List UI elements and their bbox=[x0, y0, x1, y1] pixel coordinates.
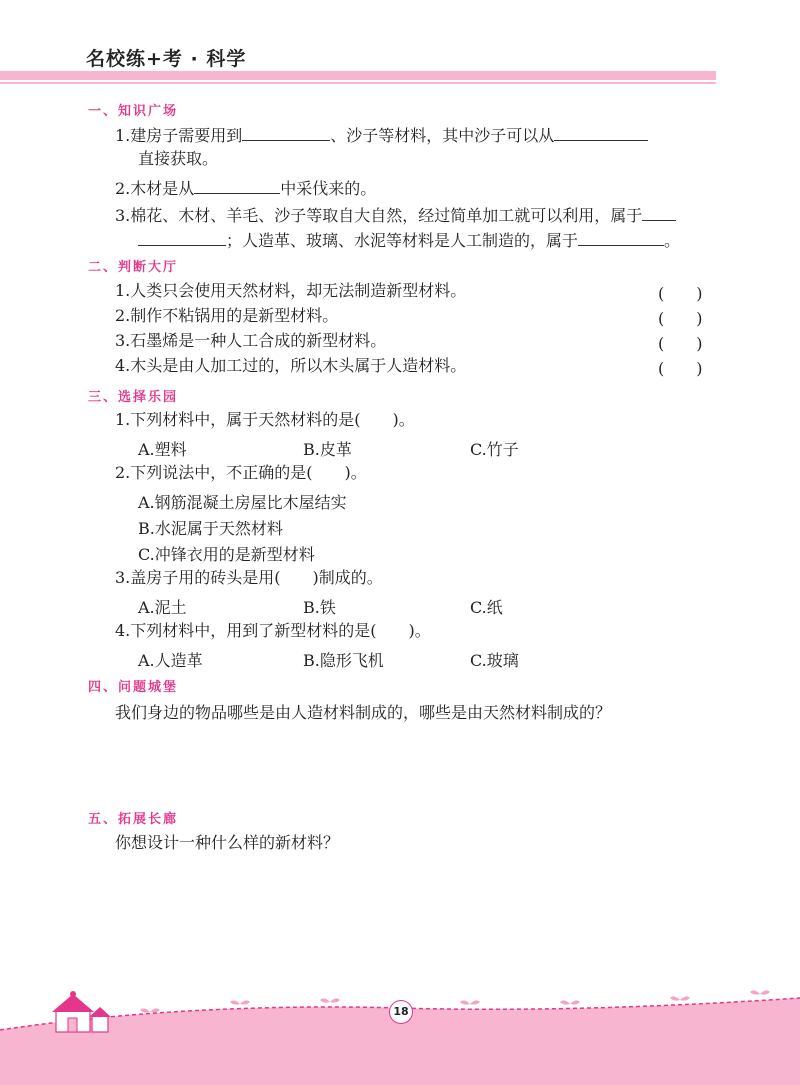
question-1-3: 3.棉花、木材、羊毛、沙子等取自大自然，经过简单加工就可以利用，属于 bbox=[115, 204, 676, 226]
choice-stem: 4.下列材料中，用到了新型材料的是( )。 bbox=[115, 621, 431, 640]
choice-option[interactable]: B.隐形飞机 bbox=[303, 651, 384, 670]
question-1-1-cont: 直接获取。 bbox=[138, 149, 219, 168]
answer-blank[interactable] bbox=[554, 124, 648, 141]
choice-option[interactable]: C.纸 bbox=[470, 598, 503, 617]
choice-stem: 2.下列说法中，不正确的是( )。 bbox=[115, 463, 367, 482]
header-band bbox=[0, 71, 716, 80]
answer-paren[interactable]: ( ) bbox=[658, 334, 703, 353]
judgment-item: 2.制作不粘锅用的是新型材料。 bbox=[115, 306, 339, 325]
section-title-choice: 三、选择乐园 bbox=[88, 390, 179, 405]
answer-blank[interactable] bbox=[578, 229, 664, 246]
choice-option[interactable]: A.钢筋混凝土房屋比木屋结实 bbox=[138, 493, 347, 512]
choice-option[interactable]: B.皮革 bbox=[303, 440, 352, 459]
choice-stem: 1.下列材料中，属于天然材料的是( )。 bbox=[115, 410, 415, 429]
judgment-item: 4.木头是由人加工过的，所以木头属于人造材料。 bbox=[115, 356, 467, 375]
book-title: 名校练+考 · 科学 bbox=[86, 48, 247, 70]
answer-paren[interactable]: ( ) bbox=[658, 309, 703, 328]
answer-paren[interactable]: ( ) bbox=[658, 284, 703, 303]
question-1-1: 1.建房子需要用到 、沙子等材料，其中沙子可以从 bbox=[115, 124, 648, 146]
judgment-item: 3.石墨烯是一种人工合成的新型材料。 bbox=[115, 331, 387, 350]
choice-option[interactable]: A.泥土 bbox=[138, 598, 187, 617]
open-question: 我们身边的物品哪些是由人造材料制成的，哪些是由天然材料制成的？ bbox=[115, 703, 612, 722]
judgment-item: 1.人类只会使用天然材料，却无法制造新型材料。 bbox=[115, 281, 467, 300]
choice-option[interactable]: B.水泥属于天然材料 bbox=[138, 519, 283, 538]
choice-option[interactable]: A.人造革 bbox=[138, 651, 203, 670]
question-1-2: 2.木材是从 中采伐来的。 bbox=[115, 179, 377, 198]
choice-stem: 3.盖房子用的砖头是用( )制成的。 bbox=[115, 568, 383, 587]
choice-option[interactable]: C.玻璃 bbox=[470, 651, 519, 670]
choice-option[interactable]: A.塑料 bbox=[138, 440, 187, 459]
choice-option[interactable]: B.铁 bbox=[303, 598, 336, 617]
answer-blank[interactable] bbox=[242, 124, 330, 141]
section-title-knowledge: 一、知识广场 bbox=[88, 104, 179, 119]
choice-option[interactable]: C.竹子 bbox=[470, 440, 519, 459]
section-title-extension: 五、拓展长廊 bbox=[88, 812, 179, 827]
house-icon bbox=[52, 991, 111, 1032]
section-title-judgment: 二、判断大厅 bbox=[88, 260, 179, 275]
page-number: 18 bbox=[389, 1000, 413, 1024]
open-question: 你想设计一种什么样的新材料？ bbox=[115, 833, 340, 852]
answer-blank[interactable] bbox=[194, 177, 280, 194]
section-title-question: 四、问题城堡 bbox=[88, 680, 179, 695]
question-1-3-cont: ；人造革、玻璃、水泥等材料是人工制造的，属于 。 bbox=[138, 229, 680, 251]
answer-blank[interactable] bbox=[642, 204, 676, 221]
choice-option[interactable]: C.冲锋衣用的是新型材料 bbox=[138, 545, 315, 564]
answer-paren[interactable]: ( ) bbox=[658, 359, 703, 378]
header-rule bbox=[0, 82, 716, 84]
answer-blank[interactable] bbox=[138, 229, 226, 246]
